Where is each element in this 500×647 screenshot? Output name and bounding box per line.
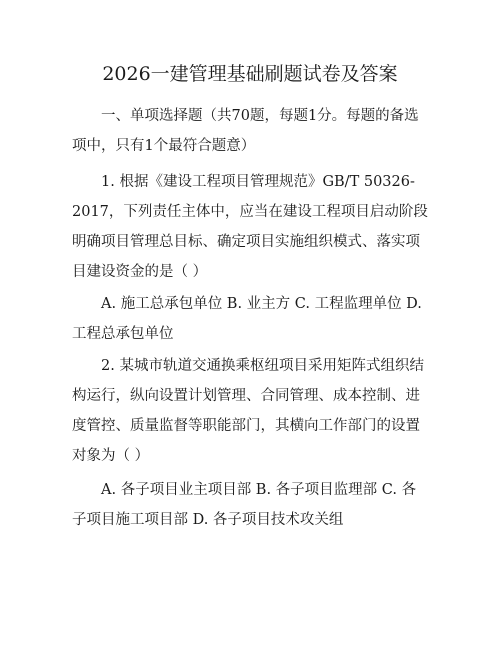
question-1: 1. 根据《建设工程项目管理规范》GB/T 50326-2017，下列责任主体中，应当在建设工程项目启动阶段明确项目管理总目标、确定项目实施组织模式、落实项目建设资金的是（ ） [72,174,428,280]
section-heading: 一、单项选择题（共70题，每题1分。每题的备选项中，只有1个最符合题意） [72,108,419,154]
question-2-options: A. 各子项目业主项目部 B. 各子项目监理部 C. 各子项目施工项目部 D. 各子项目技术攻关组 [72,482,417,528]
question-2: 2. 某城市轨道交通换乘枢纽项目采用矩阵式组织结构运行，纵向设置计划管理、合同管理、成本控制、进度管控、质量监督等职能部门，其横向工作部门的设置对象为（ ） [72,358,424,464]
document-title: 2026一建管理基础刷题试卷及答案 [102,63,398,85]
question-1-options: A. 施工总承包单位 B. 业主方 C. 工程监理单位 D. 工程总承包单位 [72,296,422,342]
